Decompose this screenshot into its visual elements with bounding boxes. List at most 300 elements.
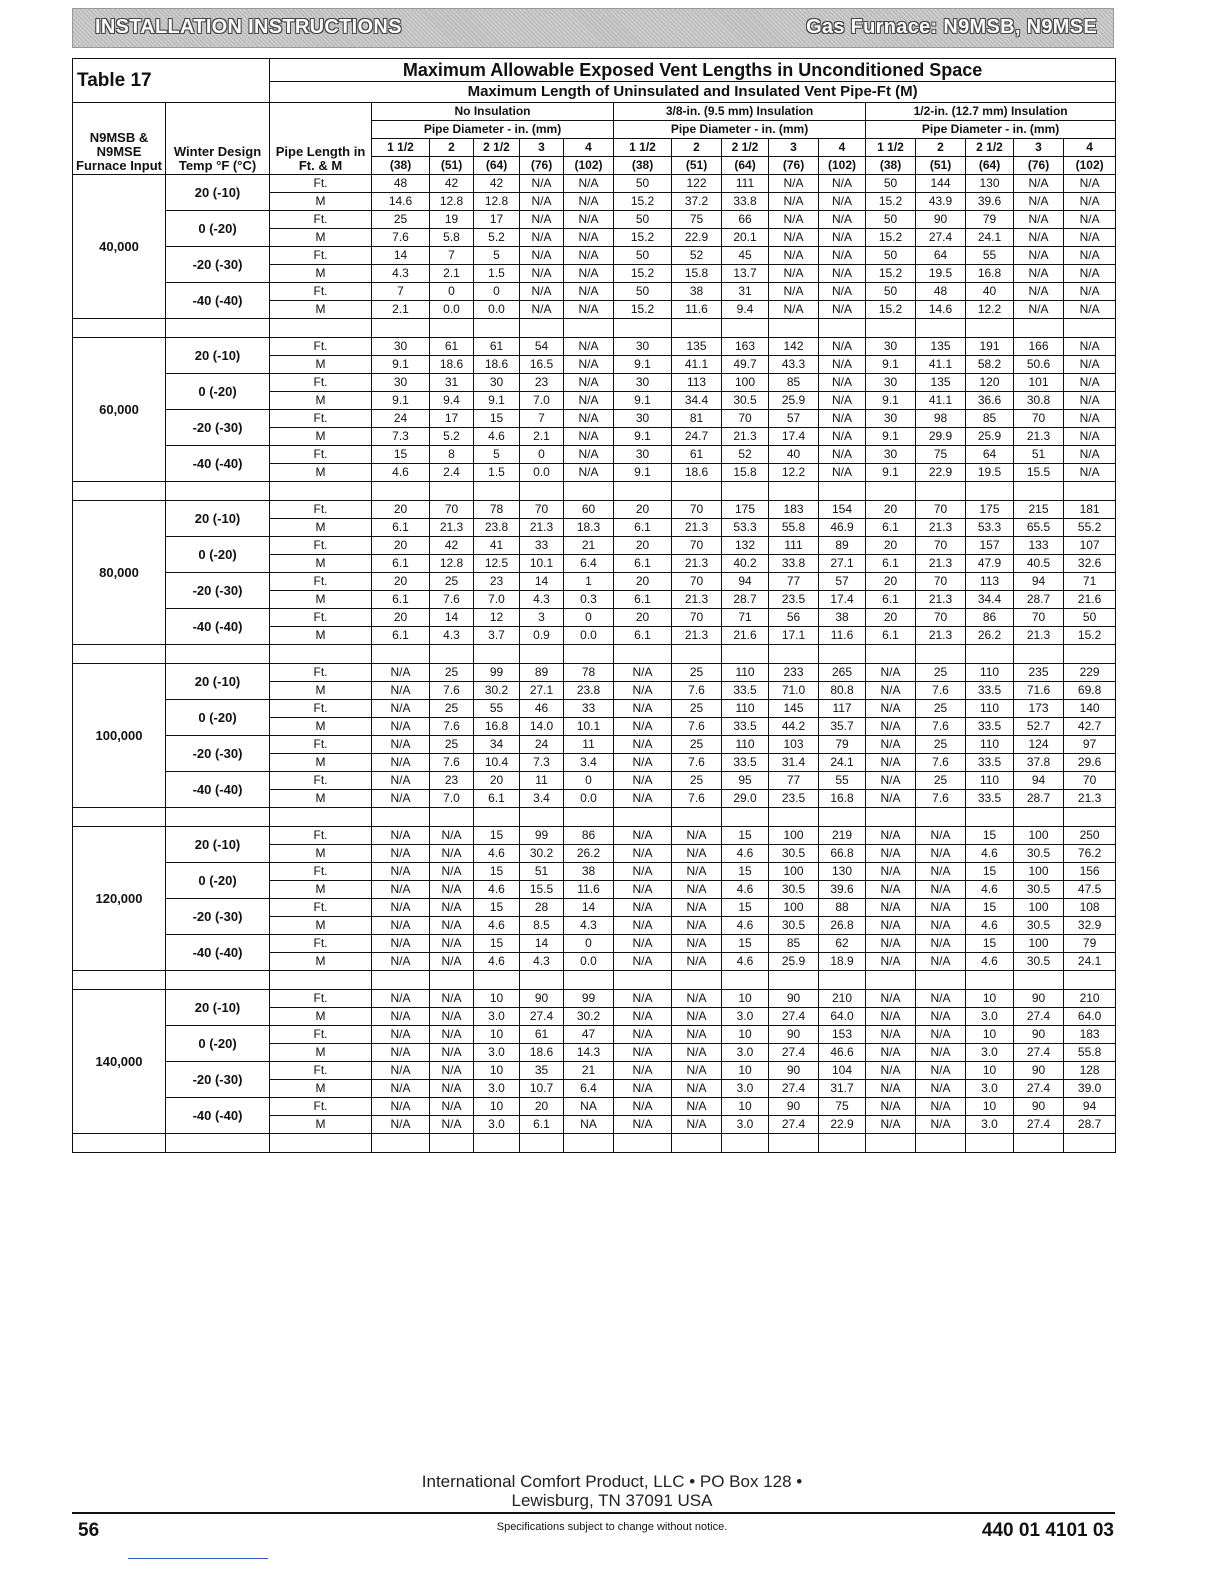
table-subtitle: Maximum Length of Uninsulated and Insulated Vent Pipe-Ft (M) [270,82,1116,103]
value-cell: 70 [916,501,966,519]
value-cell: 64.0 [819,1008,866,1026]
value-cell: 25 [916,736,966,754]
col-header-furnace-input: N9MSB & N9MSE Furnace Input [73,103,166,175]
diameter-inch-header: 2 1/2 [966,139,1014,157]
furnace-input-cell: 80,000 [73,501,166,645]
empty-cell [270,1134,372,1153]
value-cell: 33.5 [966,754,1014,772]
winter-temp-cell: -40 (-40) [166,446,270,482]
unit-cell: Ft. [270,990,372,1008]
value-cell: 9.1 [614,392,672,410]
empty-cell [474,808,520,827]
value-cell: N/A [866,682,916,700]
value-cell: 4.6 [474,845,520,863]
value-cell: 128 [1064,1062,1116,1080]
value-cell: 21.6 [1064,591,1116,609]
value-cell: 27.4 [769,1080,819,1098]
empty-cell [520,808,564,827]
value-cell: 30.5 [1014,881,1064,899]
value-cell: 51 [1014,446,1064,464]
value-cell: 30 [614,338,672,356]
value-cell: N/A [769,265,819,283]
value-cell: N/A [866,917,916,935]
value-cell: N/A [866,1026,916,1044]
value-cell: 30 [614,446,672,464]
value-cell: N/A [1064,464,1116,482]
value-cell: N/A [430,881,474,899]
value-cell: 12.2 [769,464,819,482]
value-cell: N/A [614,1098,672,1116]
value-cell: 20 [866,501,916,519]
value-cell: 44.2 [769,718,819,736]
value-cell: 3 [520,609,564,627]
value-cell: 233 [769,664,819,682]
value-cell: N/A [866,700,916,718]
value-cell: 31.4 [769,754,819,772]
value-cell: 1 [564,573,614,591]
value-cell: 33.5 [722,682,769,700]
value-cell: 117 [819,700,866,718]
value-cell: 46.6 [819,1044,866,1062]
empty-cell [270,971,372,990]
value-cell: 50 [614,247,672,265]
value-cell: 15.2 [866,193,916,211]
value-cell: 175 [722,501,769,519]
value-cell: 31 [430,374,474,392]
value-cell: 0.0 [474,301,520,319]
value-cell: 47.5 [1064,881,1116,899]
value-cell: N/A [372,754,430,772]
value-cell: 15 [966,935,1014,953]
value-cell: 4.6 [722,953,769,971]
value-cell: 20 [614,573,672,591]
value-cell: 56 [769,609,819,627]
value-cell: 135 [672,338,722,356]
empty-cell [614,1134,672,1153]
value-cell: 15 [474,935,520,953]
value-cell: 6.1 [474,790,520,808]
value-cell: 90 [520,990,564,1008]
value-cell: 7.6 [672,682,722,700]
value-cell: 6.1 [614,555,672,573]
value-cell: 21.3 [672,627,722,645]
value-cell: 6.1 [866,591,916,609]
value-cell: 6.1 [372,591,430,609]
value-cell: N/A [564,374,614,392]
value-cell: 110 [966,700,1014,718]
value-cell: 100 [1014,827,1064,845]
value-cell: 0 [564,772,614,790]
value-cell: N/A [916,899,966,917]
unit-cell: M [270,265,372,283]
value-cell: 15.2 [866,301,916,319]
unit-cell: Ft. [270,338,372,356]
value-cell: 27.1 [819,555,866,573]
value-cell: 229 [1064,664,1116,682]
empty-cell [73,645,166,664]
value-cell: 122 [672,175,722,193]
value-cell: N/A [520,193,564,211]
value-cell: 19.5 [916,265,966,283]
table-row [73,736,1116,754]
value-cell: 97 [1064,736,1116,754]
value-cell: N/A [769,301,819,319]
value-cell: N/A [372,736,430,754]
value-cell: N/A [372,664,430,682]
value-cell: 85 [769,935,819,953]
value-cell: 70 [520,501,564,519]
value-cell: 30.5 [1014,917,1064,935]
value-cell: 79 [1064,935,1116,953]
value-cell: N/A [819,265,866,283]
value-cell: N/A [672,1116,722,1134]
value-cell: 38 [672,283,722,301]
value-cell: 14 [430,609,474,627]
value-cell: N/A [1064,428,1116,446]
value-cell: 9.1 [372,356,430,374]
header-left-title: INSTALLATION INSTRUCTIONS [95,16,402,38]
value-cell: 20 [866,537,916,555]
value-cell: N/A [866,935,916,953]
value-cell: 10 [966,1026,1014,1044]
document-number: 440 01 4101 03 [981,1520,1114,1541]
value-cell: N/A [564,229,614,247]
furnace-input-cell: 100,000 [73,664,166,808]
value-cell: 14.0 [520,718,564,736]
unit-cell: M [270,845,372,863]
value-cell: 70 [1014,410,1064,428]
value-cell: 100 [1014,935,1064,953]
value-cell: 7.6 [916,682,966,700]
unit-cell: M [270,790,372,808]
value-cell: N/A [916,827,966,845]
empty-cell [430,482,474,501]
value-cell: N/A [1014,175,1064,193]
empty-cell [520,482,564,501]
value-cell: N/A [430,863,474,881]
diameter-mm-header: (76) [1014,157,1064,175]
separator-row [73,1134,1116,1153]
value-cell: 27.4 [1014,1080,1064,1098]
table-row [73,700,1116,718]
value-cell: N/A [372,1062,430,1080]
value-cell: 3.0 [966,1008,1014,1026]
value-cell: 156 [1064,863,1116,881]
value-cell: 85 [769,374,819,392]
value-cell: 6.1 [614,519,672,537]
value-cell: 16.5 [520,356,564,374]
unit-cell: M [270,718,372,736]
value-cell: N/A [614,1044,672,1062]
diameter-inch-header: 4 [1064,139,1116,157]
value-cell: N/A [430,1116,474,1134]
empty-cell [166,808,270,827]
value-cell: 25 [672,664,722,682]
value-cell: 20 [614,609,672,627]
value-cell: 70 [916,537,966,555]
value-cell: 55.8 [1064,1044,1116,1062]
unit-cell: M [270,1008,372,1026]
table-row [73,664,1116,682]
empty-cell [722,482,769,501]
table-row [73,537,1116,555]
value-cell: N/A [916,863,966,881]
value-cell: 7.6 [916,718,966,736]
value-cell: N/A [769,283,819,301]
value-cell: 23.5 [769,790,819,808]
value-cell: N/A [372,1098,430,1116]
value-cell: N/A [866,953,916,971]
unit-cell: M [270,229,372,247]
value-cell: 81 [672,410,722,428]
value-cell: N/A [769,229,819,247]
value-cell: 50 [614,175,672,193]
value-cell: 17 [474,211,520,229]
value-cell: 79 [819,736,866,754]
furnace-input-cell: 120,000 [73,827,166,971]
unit-cell: Ft. [270,374,372,392]
empty-cell [722,645,769,664]
value-cell: N/A [916,1116,966,1134]
value-cell: 111 [769,537,819,555]
empty-cell [672,1134,722,1153]
value-cell: 17 [430,410,474,428]
empty-cell [166,971,270,990]
value-cell: 70 [430,501,474,519]
value-cell: 25 [430,736,474,754]
company-line-1: International Comfort Product, LLC • PO Box 128 • [421,1472,803,1491]
value-cell: 18.9 [819,953,866,971]
value-cell: 78 [564,664,614,682]
value-cell: 50 [1064,609,1116,627]
value-cell: 27.4 [1014,1116,1064,1134]
value-cell: 49.7 [722,356,769,374]
value-cell: 3.7 [474,627,520,645]
value-cell: N/A [430,827,474,845]
value-cell: N/A [1064,410,1116,428]
value-cell: N/A [866,736,916,754]
value-cell: 41.1 [672,356,722,374]
value-cell: N/A [819,193,866,211]
unit-cell: M [270,193,372,211]
unit-cell: Ft. [270,1026,372,1044]
value-cell: 21.3 [916,519,966,537]
value-cell: N/A [614,700,672,718]
value-cell: N/A [819,410,866,428]
value-cell: 23.5 [769,591,819,609]
value-cell: 38 [564,863,614,881]
value-cell: 22.9 [819,1116,866,1134]
value-cell: 7.6 [430,591,474,609]
value-cell: 42.7 [1064,718,1116,736]
empty-cell [769,1134,819,1153]
value-cell: 4.6 [966,953,1014,971]
value-cell: 10.1 [520,555,564,573]
value-cell: 10.1 [564,718,614,736]
value-cell: 15.2 [614,193,672,211]
value-cell: 23.8 [564,682,614,700]
value-cell: 18.6 [672,464,722,482]
value-cell: N/A [614,790,672,808]
value-cell: 140 [1064,700,1116,718]
value-cell: 21 [564,1062,614,1080]
value-cell: 7.6 [430,754,474,772]
value-cell: 25 [916,664,966,682]
value-cell: 9.1 [614,464,672,482]
value-cell: 26.2 [564,845,614,863]
diameter-inch-header: 1 1/2 [614,139,672,157]
value-cell: 33.5 [966,718,1014,736]
empty-cell [1064,319,1116,338]
value-cell: 3.4 [520,790,564,808]
value-cell: 30.2 [474,682,520,700]
vent-length-table [72,58,1116,1153]
value-cell: 50 [614,283,672,301]
value-cell: 10.7 [520,1080,564,1098]
value-cell: N/A [614,1116,672,1134]
value-cell: N/A [916,881,966,899]
empty-cell [614,971,672,990]
value-cell: 175 [966,501,1014,519]
value-cell: 99 [520,827,564,845]
value-cell: 27.1 [520,682,564,700]
value-cell: 7.3 [520,754,564,772]
value-cell: N/A [769,211,819,229]
pipe-diameter-header: Pipe Diameter - in. (mm) [866,121,1116,139]
empty-cell [866,971,916,990]
value-cell: N/A [372,863,430,881]
value-cell: N/A [372,827,430,845]
value-cell: 25 [672,736,722,754]
value-cell: N/A [564,428,614,446]
empty-cell [916,1134,966,1153]
value-cell: 37.2 [672,193,722,211]
unit-cell: M [270,428,372,446]
value-cell: 20.1 [722,229,769,247]
value-cell: 9.4 [722,301,769,319]
group-header-1-2-insulation: 1/2-in. (12.7 mm) Insulation [866,103,1116,121]
table-row [73,374,1116,392]
value-cell: 124 [1014,736,1064,754]
value-cell: 10 [474,1026,520,1044]
empty-cell [430,971,474,990]
value-cell: N/A [564,265,614,283]
value-cell: 25 [430,664,474,682]
value-cell: 3.0 [474,1044,520,1062]
value-cell: 33 [564,700,614,718]
group-header-3-8-insulation: 3/8-in. (9.5 mm) Insulation [614,103,866,121]
empty-cell [372,971,430,990]
value-cell: 99 [474,664,520,682]
value-cell: 20 [614,537,672,555]
value-cell: 10 [722,1098,769,1116]
footer-divider [72,1512,1115,1514]
value-cell: N/A [372,899,430,917]
value-cell: 33.5 [966,790,1014,808]
value-cell: 191 [966,338,1014,356]
value-cell: 52 [722,446,769,464]
value-cell: N/A [866,1062,916,1080]
value-cell: N/A [916,990,966,1008]
value-cell: 39.0 [1064,1080,1116,1098]
value-cell: 85 [966,410,1014,428]
value-cell: N/A [672,827,722,845]
value-cell: N/A [430,1026,474,1044]
empty-cell [614,808,672,827]
value-cell: N/A [672,917,722,935]
value-cell: N/A [916,1044,966,1062]
value-cell: 7.6 [672,754,722,772]
value-cell: 11 [564,736,614,754]
empty-cell [966,1134,1014,1153]
value-cell: 12.8 [430,555,474,573]
value-cell: 3.4 [564,754,614,772]
value-cell: N/A [564,410,614,428]
value-cell: 61 [474,338,520,356]
diameter-inch-header: 2 [916,139,966,157]
table-row [73,935,1116,953]
value-cell: 145 [769,700,819,718]
value-cell: 27.4 [1014,1044,1064,1062]
value-cell: N/A [1014,193,1064,211]
empty-cell [474,971,520,990]
value-cell: 71.6 [1014,682,1064,700]
value-cell: N/A [916,935,966,953]
value-cell: 15.8 [722,464,769,482]
value-cell: 71 [722,609,769,627]
value-cell: 153 [819,1026,866,1044]
value-cell: N/A [520,175,564,193]
value-cell: 50 [866,211,916,229]
empty-cell [73,1134,166,1153]
value-cell: 66.8 [819,845,866,863]
value-cell: N/A [819,428,866,446]
value-cell: 110 [722,700,769,718]
value-cell: N/A [614,718,672,736]
empty-cell [966,645,1014,664]
value-cell: N/A [866,754,916,772]
separator-row [73,645,1116,664]
unit-cell: M [270,464,372,482]
value-cell: 24.1 [1064,953,1116,971]
value-cell: 36.6 [966,392,1014,410]
value-cell: N/A [819,211,866,229]
winter-temp-cell: 20 (-10) [166,827,270,863]
value-cell: N/A [1014,229,1064,247]
winter-temp-cell: 20 (-10) [166,664,270,700]
value-cell: 42 [430,537,474,555]
table-row [73,609,1116,627]
value-cell: 8.5 [520,917,564,935]
empty-cell [474,645,520,664]
value-cell: N/A [672,1098,722,1116]
value-cell: 53.3 [966,519,1014,537]
value-cell: 111 [722,175,769,193]
value-cell: 7.0 [430,790,474,808]
value-cell: 19.5 [966,464,1014,482]
value-cell: 29.9 [916,428,966,446]
empty-cell [73,808,166,827]
value-cell: 7.0 [520,392,564,410]
value-cell: 0.0 [564,627,614,645]
value-cell: 4.6 [474,428,520,446]
value-cell: 61 [430,338,474,356]
value-cell: N/A [372,953,430,971]
group-header-no-insulation: No Insulation [372,103,614,121]
value-cell: 3.0 [966,1116,1014,1134]
value-cell: 7.6 [672,790,722,808]
value-cell: N/A [430,1080,474,1098]
